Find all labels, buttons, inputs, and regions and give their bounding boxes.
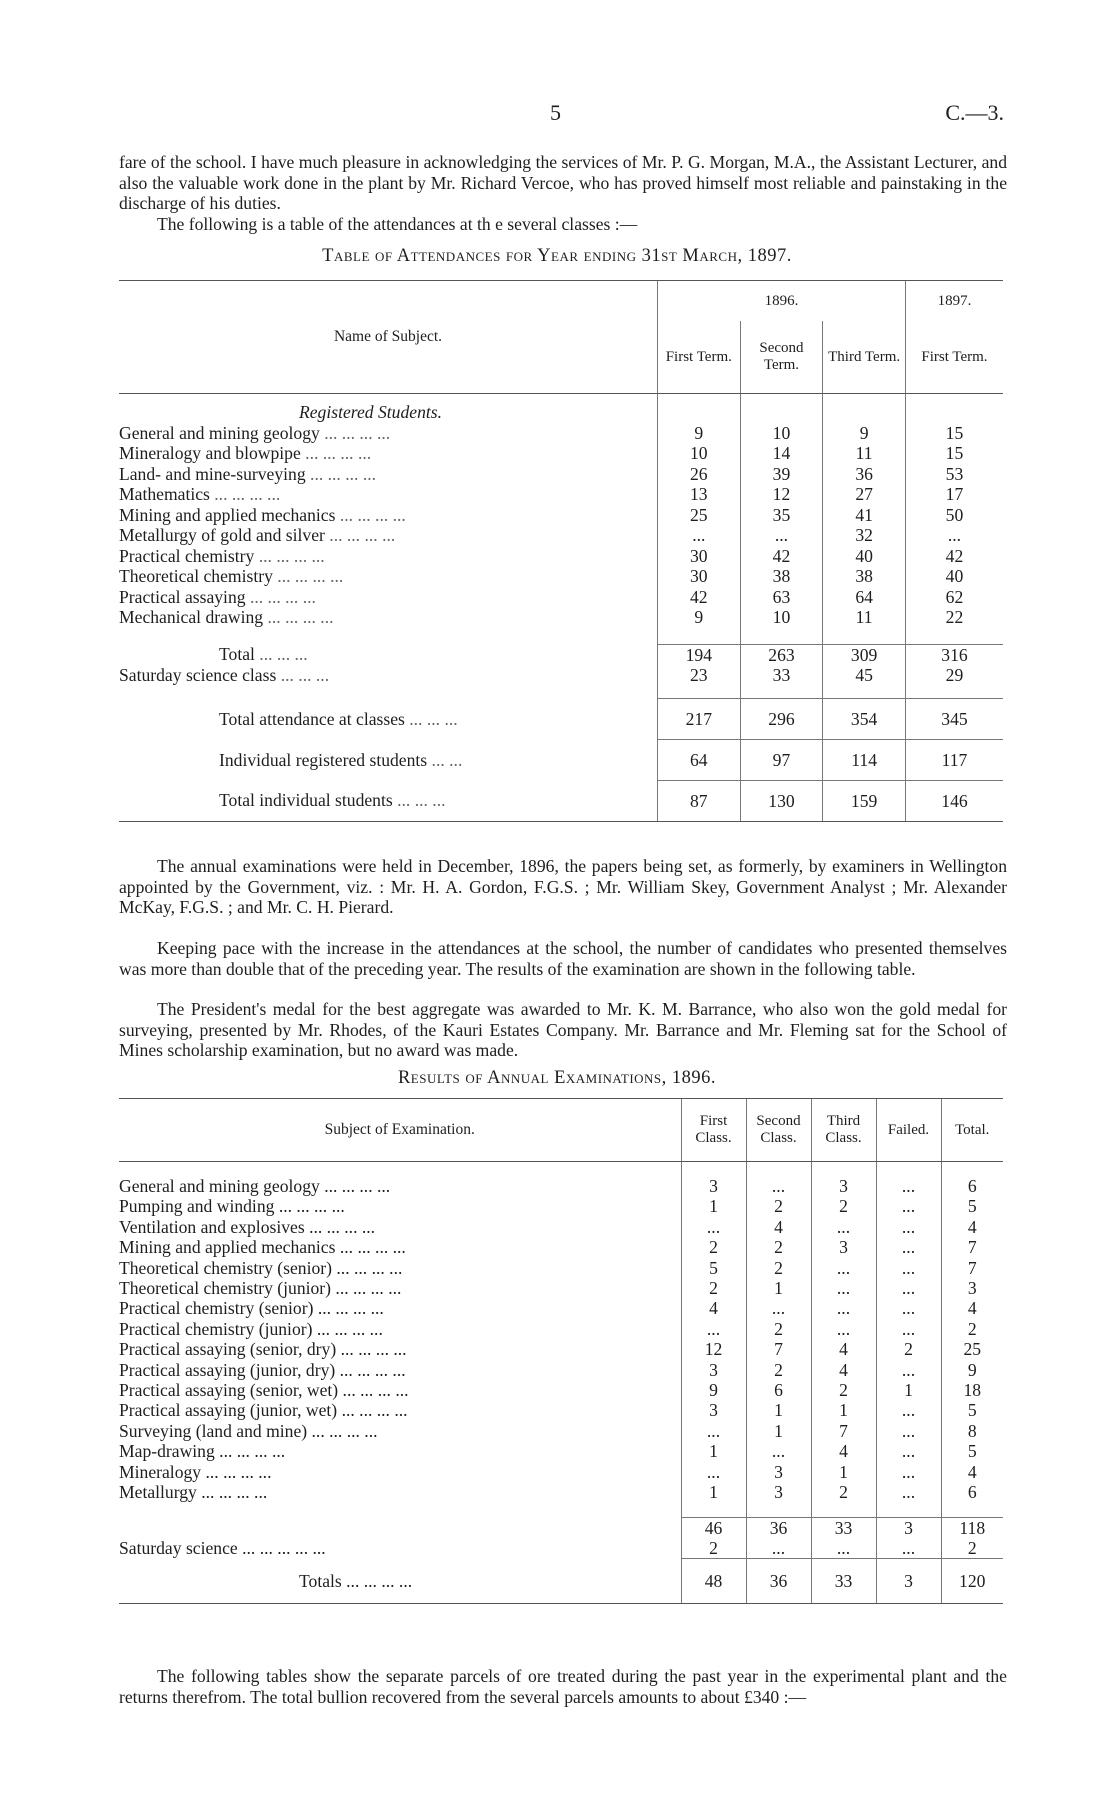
results-row-value: 1	[681, 1196, 746, 1216]
results-row-value: 25	[941, 1339, 1003, 1359]
attendance-row	[119, 443, 1003, 464]
results-table-title: Results of Annual Examinations, 1896.	[397, 1068, 717, 1088]
attendance-row-label: Theoretical chemistry ... ... ... ...	[119, 566, 344, 586]
attendance-saturday-row	[119, 665, 1003, 686]
attendance-total-individual-row-label: Total individual students ... ... ...	[119, 780, 657, 821]
results-row-label: Practical chemistry (junior) ... ... ... ...	[119, 1318, 383, 1339]
results-saturday-row	[119, 1538, 1003, 1559]
attendance-row-value: 63	[740, 587, 823, 608]
results-row-label: Theoretical chemistry (senior) ... ... ... ...	[119, 1257, 403, 1278]
attendance-header-term: First Term.	[905, 321, 1003, 394]
results-row-value: 2	[746, 1319, 811, 1339]
attendance-row-label: Mineralogy and blowpipe ... ... ... ...	[119, 443, 372, 463]
results-row	[119, 1339, 1003, 1359]
attendance-row-value: 12	[740, 484, 823, 505]
page-number: 5	[550, 100, 561, 125]
attendance-row-value: 42	[740, 546, 823, 567]
results-row-value: 7	[811, 1421, 876, 1441]
results-row-value: 2	[941, 1319, 1003, 1339]
attendance-row	[119, 546, 1003, 567]
results-header-col: Second Class.	[746, 1099, 811, 1162]
attendance-individual-registered-row	[119, 739, 1003, 780]
results-row	[119, 1400, 1003, 1420]
attendance-header-year-1897: 1897.	[905, 281, 1003, 322]
results-subtotal-row-value: 33	[811, 1517, 876, 1538]
results-row-value: 7	[941, 1237, 1003, 1257]
attendance-row-value: 9	[657, 607, 740, 628]
attendance-row-value: 50	[905, 505, 1003, 526]
attendance-row-value: 38	[740, 566, 823, 587]
attendance-header-subject: Name of Subject.	[119, 281, 657, 394]
results-row	[119, 1298, 1003, 1318]
results-row-value: 2	[746, 1196, 811, 1216]
results-row-value: ...	[746, 1176, 811, 1196]
attendance-row-label: Mathematics ... ... ... ...	[119, 484, 281, 504]
results-row-value: ...	[876, 1421, 941, 1441]
attendance-row-label: Practical assaying ... ... ... ...	[119, 586, 316, 607]
results-row-label: Practical assaying (senior, dry) ... ... ... ...	[119, 1339, 407, 1360]
results-row-label: Map-drawing ... ... ... ...	[119, 1441, 286, 1462]
results-row-label: Practical assaying (junior, wet) ... ... ... ...	[119, 1400, 408, 1421]
results-row-value: 3	[746, 1482, 811, 1502]
attendance-total-individual-row-value: 130	[740, 780, 823, 821]
attendance-total-classes-row	[119, 698, 1003, 739]
attendance-row-value: 35	[740, 505, 823, 526]
attendance-row-value: 42	[905, 546, 1003, 567]
attendance-saturday-row-value: 29	[905, 665, 1003, 686]
results-row-value: 1	[746, 1400, 811, 1420]
attendance-row-value: 41	[823, 505, 906, 526]
results-row-label: Surveying (land and mine) ... ... ... ...	[119, 1420, 378, 1441]
results-row-value: 4	[681, 1298, 746, 1318]
attendance-row-value: 22	[905, 607, 1003, 628]
results-row	[119, 1196, 1003, 1216]
results-row-value: 6	[941, 1482, 1003, 1502]
results-subtotal-row-value: 3	[876, 1517, 941, 1538]
results-header-subject: Subject of Examination.	[119, 1099, 681, 1162]
results-row-value: 1	[746, 1278, 811, 1298]
results-row-value: ...	[876, 1462, 941, 1482]
results-row-value: 2	[876, 1339, 941, 1359]
attendance-row-value: 10	[740, 607, 823, 628]
paragraph-fare-of-school: fare of the school. I have much pleasure in acknowledging the services of Mr. P. G. Morgan, M.A., the Assistant Lecturer, and also the valuable work done in the plant by Mr. Richard Vercoe, who has proved himself most reliable and painstaking in the discharge of his duties.	[119, 152, 1007, 213]
attendance-row-value: 42	[657, 587, 740, 608]
attendance-row-value: 39	[740, 464, 823, 485]
results-row-value: 1	[681, 1441, 746, 1461]
results-row-value: 6	[746, 1380, 811, 1400]
results-saturday-row-label: Saturday science ... ... ... ... ...	[119, 1538, 326, 1559]
results-totals-row	[119, 1559, 1003, 1604]
results-row-value: ...	[876, 1278, 941, 1298]
paragraph-medal: The President's medal for the best aggregate was awarded to Mr. K. M. Barrance, who also won the gold medal for surveying, presented by Mr. Rhodes, of the Kauri Estates Company. Mr. Barrance and Mr. Fleming sat for the School of Mines scholarship examination, but no award was made.	[119, 999, 1007, 1060]
results-row-value: 2	[811, 1380, 876, 1400]
attendance-row-value: 9	[823, 423, 906, 444]
results-row-value: 4	[746, 1217, 811, 1237]
results-row-value: 3	[681, 1360, 746, 1380]
attendance-row-value: 27	[823, 484, 906, 505]
attendance-total-row-value: 194	[657, 644, 740, 665]
attendance-row-value: 15	[905, 423, 1003, 444]
results-row-value: ...	[681, 1462, 746, 1482]
attendance-individual-registered-row-value: 114	[823, 739, 906, 780]
attendance-total-row-value: 316	[905, 644, 1003, 665]
results-row-value: 5	[941, 1196, 1003, 1216]
results-row-value: ...	[876, 1176, 941, 1196]
results-row-value: 5	[681, 1258, 746, 1278]
attendance-total-row-label: Total ... ... ...	[219, 644, 308, 665]
attendance-individual-registered-row-value: 64	[657, 739, 740, 780]
attendance-total-classes-row-value: 217	[657, 698, 740, 739]
attendance-row	[119, 505, 1003, 526]
results-row-value: 9	[941, 1360, 1003, 1380]
results-row-value: 4	[811, 1360, 876, 1380]
results-row-value: 3	[811, 1176, 876, 1196]
results-subtotal-row-value: 118	[941, 1517, 1003, 1538]
results-row-value: 5	[941, 1441, 1003, 1461]
attendance-row	[119, 587, 1003, 608]
attendance-table-title: Table of Attendances for Year ending 31st March, 1897.	[322, 246, 792, 266]
attendance-row-label: Metallurgy of gold and silver ... ... ... ...	[119, 525, 396, 545]
attendance-row	[119, 484, 1003, 505]
results-row-value: ...	[811, 1217, 876, 1237]
results-saturday-row-value: 2	[941, 1538, 1003, 1559]
results-row-value: ...	[876, 1482, 941, 1502]
attendance-row-value: 17	[905, 484, 1003, 505]
results-row-value: 5	[941, 1400, 1003, 1420]
results-row-label: Metallurgy ... ... ... ...	[119, 1482, 268, 1503]
results-row-value: 3	[681, 1176, 746, 1196]
attendance-row-value: 30	[657, 546, 740, 567]
attendance-row-label: Mechanical drawing ... ... ... ...	[119, 607, 334, 627]
results-row-value: ...	[876, 1196, 941, 1216]
attendance-total-row-value: 263	[740, 644, 823, 665]
attendance-saturday-row-value: 45	[823, 665, 906, 686]
results-row-value: ...	[681, 1319, 746, 1339]
results-row-value: 2	[681, 1278, 746, 1298]
results-row	[119, 1421, 1003, 1441]
attendance-row-value: 14	[740, 443, 823, 464]
results-row-value: 4	[811, 1441, 876, 1461]
results-row-label: Theoretical chemistry (junior) ... ... ... ...	[119, 1278, 402, 1299]
attendance-row-value: 10	[657, 443, 740, 464]
results-row-value: 4	[941, 1298, 1003, 1318]
results-row-value: ...	[876, 1360, 941, 1380]
results-row	[119, 1237, 1003, 1257]
attendance-row	[119, 423, 1003, 444]
attendance-header-term: Second Term.	[740, 321, 823, 394]
attendance-row	[119, 566, 1003, 587]
results-row-value: 2	[746, 1237, 811, 1257]
results-row-value: 4	[941, 1462, 1003, 1482]
results-totals-row-value: 3	[876, 1559, 941, 1604]
results-row-value: ...	[811, 1298, 876, 1318]
attendance-row-value: 64	[823, 587, 906, 608]
results-row-value: 7	[941, 1258, 1003, 1278]
results-header-col: First Class.	[681, 1099, 746, 1162]
results-row	[119, 1360, 1003, 1380]
results-row-value: 2	[811, 1482, 876, 1502]
attendance-row	[119, 464, 1003, 485]
results-row-value: ...	[876, 1319, 941, 1339]
results-row-value: 18	[941, 1380, 1003, 1400]
results-row-value: ...	[681, 1217, 746, 1237]
attendance-header-year-1896: 1896.	[657, 281, 905, 322]
results-row-value: ...	[876, 1258, 941, 1278]
attendance-total-individual-row-value: 159	[823, 780, 906, 821]
results-totals-row-value: 48	[681, 1559, 746, 1604]
results-row	[119, 1176, 1003, 1196]
attendance-table	[119, 280, 1003, 822]
results-row-value: ...	[811, 1258, 876, 1278]
attendance-row-value: 10	[740, 423, 823, 444]
results-row-value: 4	[941, 1217, 1003, 1237]
results-row	[119, 1462, 1003, 1482]
results-row	[119, 1278, 1003, 1298]
results-row-value: 3	[811, 1237, 876, 1257]
results-row-value: 1	[811, 1462, 876, 1482]
attendance-row-value: 11	[823, 607, 906, 628]
attendance-individual-registered-row-label: Individual registered students ... ...	[219, 749, 463, 770]
results-header-col: Third Class.	[811, 1099, 876, 1162]
attendance-individual-registered-row-value: 117	[905, 739, 1003, 780]
results-saturday-row-value: ...	[746, 1538, 811, 1559]
results-row-value: 2	[746, 1360, 811, 1380]
results-table	[119, 1098, 1003, 1604]
attendance-total-row-value: 309	[823, 644, 906, 665]
results-row-value: 2	[811, 1196, 876, 1216]
results-row-label: Ventilation and explosives ... ... ... ...	[119, 1216, 376, 1237]
attendance-total-classes-row-value: 296	[740, 698, 823, 739]
results-row-label: Practical chemistry (senior) ... ... ... ...	[119, 1298, 384, 1319]
results-row	[119, 1482, 1003, 1502]
attendance-row-value: 15	[905, 443, 1003, 464]
results-row	[119, 1380, 1003, 1400]
results-subtotal-row-value: 46	[681, 1517, 746, 1538]
results-row-value: 2	[746, 1258, 811, 1278]
attendance-row-value: 53	[905, 464, 1003, 485]
results-row-label: General and mining geology ... ... ... ...	[119, 1176, 391, 1196]
document-reference: C.—3.	[945, 100, 1004, 125]
attendance-row-label: Practical chemistry ... ... ... ...	[119, 545, 325, 566]
attendance-row-value: 62	[905, 587, 1003, 608]
results-row-value: ...	[876, 1217, 941, 1237]
results-row	[119, 1217, 1003, 1237]
results-subtotal-row-label	[119, 1517, 681, 1538]
results-row-value: 8	[941, 1421, 1003, 1441]
results-row-value: 1	[811, 1400, 876, 1420]
results-row-value: ...	[811, 1278, 876, 1298]
results-row-value: 3	[681, 1400, 746, 1420]
results-row-value: 4	[811, 1339, 876, 1359]
attendance-row-value: ...	[740, 525, 823, 546]
paragraph-attendance-intro: The following is a table of the attendances at th e several classes :—	[157, 214, 638, 234]
results-row-value: ...	[811, 1319, 876, 1339]
attendance-row-value: 26	[657, 464, 740, 485]
results-row-value: 12	[681, 1339, 746, 1359]
results-totals-row-value: 120	[941, 1559, 1003, 1604]
attendance-row-value: 40	[905, 566, 1003, 587]
results-row-label: Practical assaying (senior, wet) ... ... ... ...	[119, 1380, 409, 1401]
results-totals-row-value: 33	[811, 1559, 876, 1604]
results-row	[119, 1258, 1003, 1278]
attendance-total-classes-row-value: 354	[823, 698, 906, 739]
attendance-individual-registered-row-value: 97	[740, 739, 823, 780]
attendance-saturday-row-value: 33	[740, 665, 823, 686]
attendance-header-term: Third Term.	[823, 321, 906, 394]
attendance-row-label: General and mining geology ... ... ... ...	[119, 422, 391, 443]
attendance-row-value: 25	[657, 505, 740, 526]
results-row-value: ...	[746, 1441, 811, 1461]
attendance-row-value: 36	[823, 464, 906, 485]
attendance-row	[119, 525, 1003, 546]
results-row-value: 6	[941, 1176, 1003, 1196]
attendance-row-value: 11	[823, 443, 906, 464]
results-row	[119, 1441, 1003, 1461]
results-row-label: Practical assaying (junior, dry) ... ... ... ...	[119, 1359, 406, 1380]
paragraph-candidates: Keeping pace with the increase in the attendances at the school, the number of candidates who presented themselves was more than double that of the preceding year. The results of the examination are shown in the following table.	[119, 938, 1007, 979]
results-row-value: 2	[681, 1237, 746, 1257]
attendance-total-classes-row-label: Total attendance at classes ... ... ...	[219, 708, 458, 729]
attendance-header-term: First Term.	[657, 321, 740, 394]
attendance-saturday-row-value: 23	[657, 665, 740, 686]
results-saturday-row-value: ...	[811, 1538, 876, 1559]
paragraph-examinations: The annual examinations were held in December, 1896, the papers being set, as formerly, by examiners in Wellington appointed by the Government, viz. : Mr. H. A. Gordon, F.G.S. ; Mr. William Skey, Government Analyst ; Mr. Alexander McKay, F.G.S. ; and Mr. C. H. Pierard.	[119, 856, 1007, 917]
attendance-total-individual-row	[119, 780, 1003, 821]
results-row-value: ...	[876, 1237, 941, 1257]
results-header-col: Failed.	[876, 1099, 941, 1162]
attendance-row-value: 9	[657, 423, 740, 444]
attendance-row-value: ...	[905, 525, 1003, 546]
attendance-row-label: Land- and mine-surveying ... ... ... ...	[119, 463, 377, 484]
results-row-value: ...	[876, 1441, 941, 1461]
results-row-value: 1	[681, 1482, 746, 1502]
results-row-value: 7	[746, 1339, 811, 1359]
attendance-total-individual-row-value: 87	[657, 780, 740, 821]
results-row	[119, 1319, 1003, 1339]
results-row-value: 1	[746, 1421, 811, 1441]
attendance-row-value: 38	[823, 566, 906, 587]
attendance-row-value: 32	[823, 525, 906, 546]
results-totals-row-value: 36	[746, 1559, 811, 1604]
results-row-value: ...	[681, 1421, 746, 1441]
section-heading: Registered Students.	[299, 402, 443, 422]
attendance-row-value: 30	[657, 566, 740, 587]
attendance-total-row	[119, 644, 1003, 665]
results-row-value: ...	[746, 1298, 811, 1318]
results-saturday-row-value: 2	[681, 1538, 746, 1559]
attendance-total-individual-row-value: 146	[905, 780, 1003, 821]
attendance-row-value: 13	[657, 484, 740, 505]
results-row-value: 3	[746, 1462, 811, 1482]
results-subtotal-row-value: 36	[746, 1517, 811, 1538]
attendance-row	[119, 607, 1003, 628]
results-row-label: Pumping and winding ... ... ... ...	[119, 1196, 345, 1217]
attendance-row-value: 40	[823, 546, 906, 567]
results-row-value: ...	[876, 1298, 941, 1318]
results-row-value: ...	[876, 1400, 941, 1420]
results-totals-row-label: Totals ... ... ... ...	[119, 1559, 681, 1604]
paragraph-ore-parcels: The following tables show the separate parcels of ore treated during the past year in the experimental plant and the returns therefrom. The total bullion recovered from the several parcels amounts to about £340 :—	[119, 1666, 1007, 1707]
results-row-value: 3	[941, 1278, 1003, 1298]
results-header-col: Total.	[941, 1099, 1003, 1162]
attendance-row-value: ...	[657, 525, 740, 546]
results-saturday-row-value: ...	[876, 1538, 941, 1559]
results-row-label: Mining and applied mechanics ... ... ... ...	[119, 1237, 406, 1258]
attendance-total-classes-row-value: 345	[905, 698, 1003, 739]
results-subtotal-row	[119, 1517, 1003, 1538]
attendance-row-label: Mining and applied mechanics ... ... ... ...	[119, 504, 406, 525]
results-row-value: 9	[681, 1380, 746, 1400]
results-row-label: Mineralogy ... ... ... ...	[119, 1461, 272, 1482]
results-row-value: 1	[876, 1380, 941, 1400]
attendance-saturday-row-label: Saturday science class ... ... ...	[119, 665, 330, 685]
